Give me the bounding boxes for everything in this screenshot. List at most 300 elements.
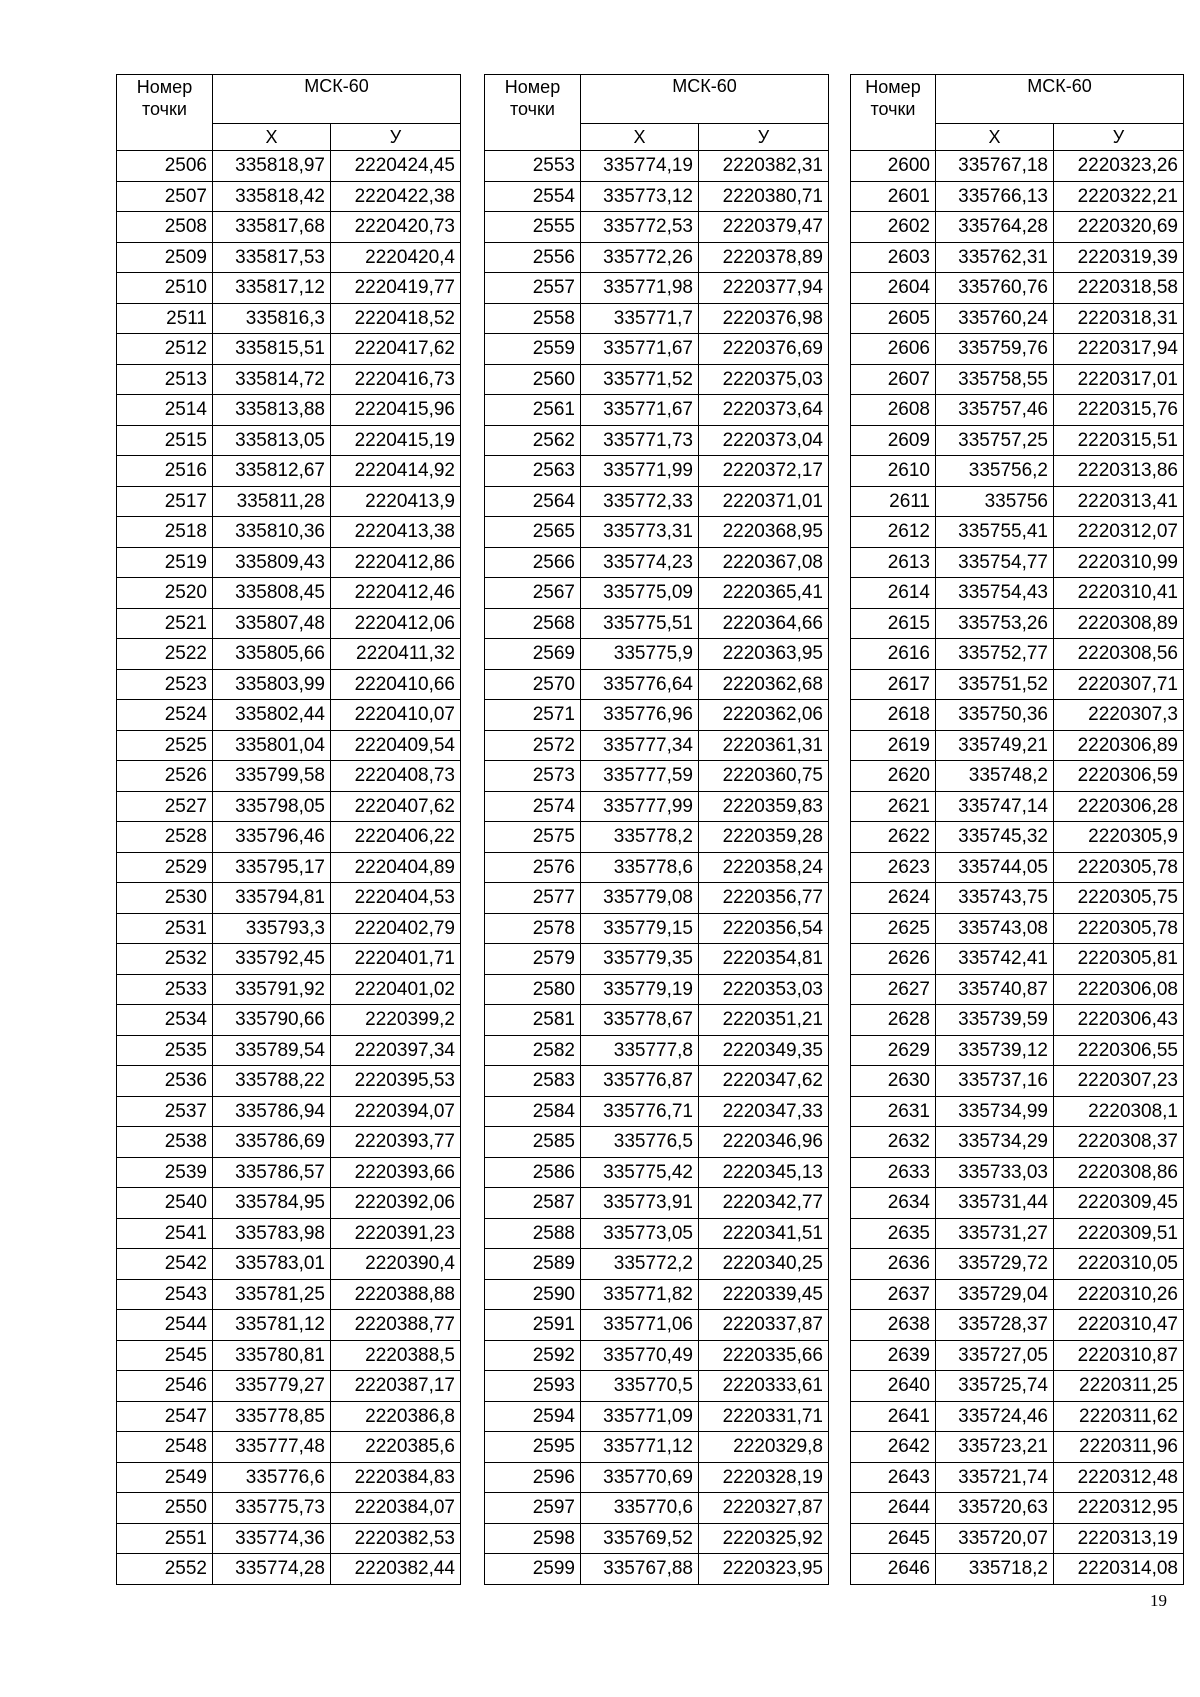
x-coordinate-cell: 335725,74 (936, 1371, 1054, 1402)
y-coordinate-cell: 2220319,39 (1054, 242, 1184, 273)
table-row (485, 1493, 829, 1524)
table-row (117, 1218, 461, 1249)
table-row (851, 608, 1184, 639)
table-row (117, 1462, 461, 1493)
table-row (485, 1218, 829, 1249)
y-coordinate-cell: 2220418,52 (331, 303, 461, 334)
x-coordinate-cell: 335762,31 (936, 242, 1054, 273)
table-row (851, 1279, 1184, 1310)
table-row (851, 1432, 1184, 1463)
point-number-cell: 2605 (851, 303, 936, 334)
x-coordinate-cell: 335811,28 (213, 486, 331, 517)
x-coordinate-cell: 335764,28 (936, 212, 1054, 243)
point-number-cell: 2580 (485, 974, 581, 1005)
point-number-cell: 2535 (117, 1035, 213, 1066)
x-coordinate-cell: 335783,01 (213, 1249, 331, 1280)
x-coordinate-cell: 335747,14 (936, 791, 1054, 822)
x-coordinate-cell: 335770,49 (581, 1340, 699, 1371)
x-coordinate-cell: 335774,28 (213, 1554, 331, 1585)
x-coordinate-cell: 335771,12 (581, 1432, 699, 1463)
x-coordinate-cell: 335817,53 (213, 242, 331, 273)
x-coordinate-cell: 335780,81 (213, 1340, 331, 1371)
point-number-cell: 2632 (851, 1127, 936, 1158)
y-coordinate-cell: 2220371,01 (699, 486, 829, 517)
x-coordinate-cell: 335812,67 (213, 456, 331, 487)
point-number-cell: 2511 (117, 303, 213, 334)
y-coordinate-cell: 2220376,69 (699, 334, 829, 365)
point-number-cell: 2629 (851, 1035, 936, 1066)
table-row (485, 639, 829, 670)
x-coordinate-cell: 335767,88 (581, 1554, 699, 1585)
x-coordinate-cell: 335739,12 (936, 1035, 1054, 1066)
point-number-cell: 2641 (851, 1401, 936, 1432)
y-coordinate-cell: 2220401,71 (331, 944, 461, 975)
x-coordinate-cell: 335773,31 (581, 517, 699, 548)
y-coordinate-cell: 2220375,03 (699, 364, 829, 395)
x-coordinate-cell: 335756 (936, 486, 1054, 517)
y-coordinate-cell: 2220306,59 (1054, 761, 1184, 792)
table-row (851, 1066, 1184, 1097)
x-coordinate-cell: 335801,04 (213, 730, 331, 761)
table-row (851, 1401, 1184, 1432)
x-coordinate-cell: 335818,97 (213, 151, 331, 182)
x-coordinate-cell: 335771,99 (581, 456, 699, 487)
table-row (851, 1554, 1184, 1585)
point-number-cell: 2608 (851, 395, 936, 426)
table-row (851, 242, 1184, 273)
table-row (851, 1005, 1184, 1036)
y-coordinate-cell: 2220380,71 (699, 181, 829, 212)
table-row (485, 1401, 829, 1432)
point-number-cell: 2644 (851, 1493, 936, 1524)
table-row (485, 303, 829, 334)
y-coordinate-cell: 2220384,83 (331, 1462, 461, 1493)
table-row (485, 486, 829, 517)
table-row (117, 1340, 461, 1371)
table-row (851, 212, 1184, 243)
y-coordinate-cell: 2220305,78 (1054, 852, 1184, 883)
table-row (117, 1432, 461, 1463)
table-row (851, 1157, 1184, 1188)
table-row (485, 883, 829, 914)
table-row (117, 1249, 461, 1280)
table-row (117, 730, 461, 761)
table-row (117, 791, 461, 822)
y-coordinate-cell: 2220349,35 (699, 1035, 829, 1066)
x-coordinate-cell: 335772,2 (581, 1249, 699, 1280)
table-row (117, 547, 461, 578)
point-number-cell: 2638 (851, 1310, 936, 1341)
y-coordinate-cell: 2220310,87 (1054, 1340, 1184, 1371)
x-coordinate-cell: 335778,2 (581, 822, 699, 853)
table-row (117, 486, 461, 517)
table-row (117, 1096, 461, 1127)
point-number-cell: 2519 (117, 547, 213, 578)
x-coordinate-cell: 335776,96 (581, 700, 699, 731)
point-number-header: Номер точки (485, 75, 581, 151)
y-coordinate-cell: 2220306,08 (1054, 974, 1184, 1005)
x-coordinate-cell: 335758,55 (936, 364, 1054, 395)
point-number-header: Номер точки (117, 75, 213, 151)
x-coordinate-cell: 335775,73 (213, 1493, 331, 1524)
table-row (851, 730, 1184, 761)
point-number-cell: 2624 (851, 883, 936, 914)
x-coordinate-cell: 335729,04 (936, 1279, 1054, 1310)
table-row (485, 151, 829, 182)
x-coordinate-cell: 335792,45 (213, 944, 331, 975)
x-coordinate-cell: 335742,41 (936, 944, 1054, 975)
point-number-cell: 2549 (117, 1462, 213, 1493)
y-coordinate-cell: 2220322,21 (1054, 181, 1184, 212)
x-coordinate-cell: 335749,21 (936, 730, 1054, 761)
table-row (117, 212, 461, 243)
table-row (117, 1310, 461, 1341)
point-number-cell: 2546 (117, 1371, 213, 1402)
y-coordinate-cell: 2220308,89 (1054, 608, 1184, 639)
point-number-cell: 2521 (117, 608, 213, 639)
y-coordinate-cell: 2220412,46 (331, 578, 461, 609)
table-row (117, 334, 461, 365)
y-coordinate-cell: 2220339,45 (699, 1279, 829, 1310)
x-coordinate-cell: 335772,53 (581, 212, 699, 243)
y-coordinate-cell: 2220387,17 (331, 1371, 461, 1402)
y-coordinate-cell: 2220306,28 (1054, 791, 1184, 822)
table-row (851, 791, 1184, 822)
table-row (851, 1462, 1184, 1493)
table-row (117, 639, 461, 670)
x-coordinate-cell: 335778,85 (213, 1401, 331, 1432)
y-coordinate-cell: 2220413,38 (331, 517, 461, 548)
y-column-header: У (331, 124, 461, 151)
x-coordinate-cell: 335809,43 (213, 547, 331, 578)
y-coordinate-cell: 2220317,01 (1054, 364, 1184, 395)
msk-60-header: МСК-60 (213, 75, 461, 124)
x-coordinate-cell: 335776,64 (581, 669, 699, 700)
x-coordinate-cell: 335721,74 (936, 1462, 1054, 1493)
y-coordinate-cell: 2220388,88 (331, 1279, 461, 1310)
table-row (485, 791, 829, 822)
y-coordinate-cell: 2220362,68 (699, 669, 829, 700)
y-coordinate-cell: 2220382,53 (331, 1523, 461, 1554)
table-row (485, 608, 829, 639)
point-number-cell: 2534 (117, 1005, 213, 1036)
x-coordinate-cell: 335788,22 (213, 1066, 331, 1097)
point-number-cell: 2550 (117, 1493, 213, 1524)
y-coordinate-cell: 2220311,96 (1054, 1432, 1184, 1463)
x-coordinate-cell: 335775,09 (581, 578, 699, 609)
table-row (117, 883, 461, 914)
y-coordinate-cell: 2220420,73 (331, 212, 461, 243)
y-coordinate-cell: 2220309,45 (1054, 1188, 1184, 1219)
point-number-cell: 2520 (117, 578, 213, 609)
x-coordinate-cell: 335759,76 (936, 334, 1054, 365)
y-coordinate-cell: 2220412,06 (331, 608, 461, 639)
x-coordinate-cell: 335813,88 (213, 395, 331, 426)
x-coordinate-cell: 335750,36 (936, 700, 1054, 731)
point-number-cell: 2533 (117, 974, 213, 1005)
x-coordinate-cell: 335794,81 (213, 883, 331, 914)
table-row (485, 761, 829, 792)
y-coordinate-cell: 2220391,23 (331, 1218, 461, 1249)
y-coordinate-cell: 2220422,38 (331, 181, 461, 212)
y-coordinate-cell: 2220397,34 (331, 1035, 461, 1066)
x-coordinate-cell: 335740,87 (936, 974, 1054, 1005)
point-number-cell: 2585 (485, 1127, 581, 1158)
point-number-cell: 2544 (117, 1310, 213, 1341)
x-coordinate-cell: 335753,26 (936, 608, 1054, 639)
y-coordinate-cell: 2220313,41 (1054, 486, 1184, 517)
y-coordinate-cell: 2220373,64 (699, 395, 829, 426)
point-number-cell: 2565 (485, 517, 581, 548)
table-row (851, 944, 1184, 975)
y-coordinate-cell: 2220393,77 (331, 1127, 461, 1158)
table-row (117, 913, 461, 944)
point-number-cell: 2532 (117, 944, 213, 975)
table-row (485, 944, 829, 975)
y-coordinate-cell: 2220310,41 (1054, 578, 1184, 609)
point-number-cell: 2645 (851, 1523, 936, 1554)
x-coordinate-cell: 335786,69 (213, 1127, 331, 1158)
x-coordinate-cell: 335771,09 (581, 1401, 699, 1432)
point-number-cell: 2634 (851, 1188, 936, 1219)
point-number-cell: 2628 (851, 1005, 936, 1036)
table-row (485, 1554, 829, 1585)
point-number-cell: 2514 (117, 395, 213, 426)
point-number-cell: 2542 (117, 1249, 213, 1280)
y-coordinate-cell: 2220312,48 (1054, 1462, 1184, 1493)
y-coordinate-cell: 2220384,07 (331, 1493, 461, 1524)
x-coordinate-cell: 335723,21 (936, 1432, 1054, 1463)
table-row (851, 547, 1184, 578)
point-number-cell: 2631 (851, 1096, 936, 1127)
y-coordinate-cell: 2220382,44 (331, 1554, 461, 1585)
table-row (485, 517, 829, 548)
table-row (851, 1310, 1184, 1341)
point-number-cell: 2556 (485, 242, 581, 273)
table-row (485, 974, 829, 1005)
x-coordinate-cell: 335777,8 (581, 1035, 699, 1066)
y-coordinate-cell: 2220402,79 (331, 913, 461, 944)
x-coordinate-cell: 335756,2 (936, 456, 1054, 487)
y-coordinate-cell: 2220410,66 (331, 669, 461, 700)
table-row (117, 1157, 461, 1188)
x-coordinate-cell: 335793,3 (213, 913, 331, 944)
x-coordinate-cell: 335733,03 (936, 1157, 1054, 1188)
point-number-cell: 2595 (485, 1432, 581, 1463)
point-number-cell: 2566 (485, 547, 581, 578)
y-coordinate-cell: 2220385,6 (331, 1432, 461, 1463)
x-coordinate-cell: 335775,9 (581, 639, 699, 670)
y-coordinate-cell: 2220310,05 (1054, 1249, 1184, 1280)
table-row (851, 700, 1184, 731)
x-coordinate-cell: 335771,98 (581, 273, 699, 304)
table-row (851, 639, 1184, 670)
x-coordinate-cell: 335743,08 (936, 913, 1054, 944)
y-coordinate-cell: 2220308,86 (1054, 1157, 1184, 1188)
point-number-cell: 2515 (117, 425, 213, 456)
table-body (117, 151, 461, 1585)
point-number-cell: 2600 (851, 151, 936, 182)
table-row (117, 395, 461, 426)
point-number-cell: 2506 (117, 151, 213, 182)
x-coordinate-cell: 335778,67 (581, 1005, 699, 1036)
table-row (485, 1523, 829, 1554)
point-number-cell: 2607 (851, 364, 936, 395)
point-number-cell: 2531 (117, 913, 213, 944)
table-row (117, 1523, 461, 1554)
x-coordinate-cell: 335775,42 (581, 1157, 699, 1188)
table-row (485, 1035, 829, 1066)
y-coordinate-cell: 2220340,25 (699, 1249, 829, 1280)
x-coordinate-cell: 335784,95 (213, 1188, 331, 1219)
x-coordinate-cell: 335818,42 (213, 181, 331, 212)
table-row (485, 181, 829, 212)
x-coordinate-cell: 335745,32 (936, 822, 1054, 853)
x-column-header: Х (581, 124, 699, 151)
point-number-cell: 2563 (485, 456, 581, 487)
point-number-cell: 2525 (117, 730, 213, 761)
point-number-cell: 2592 (485, 1340, 581, 1371)
table-row (485, 669, 829, 700)
table-row (485, 1005, 829, 1036)
y-coordinate-cell: 2220362,06 (699, 700, 829, 731)
y-coordinate-cell: 2220315,76 (1054, 395, 1184, 426)
point-number-cell: 2509 (117, 242, 213, 273)
point-number-cell: 2587 (485, 1188, 581, 1219)
table-row (117, 1554, 461, 1585)
y-coordinate-cell: 2220305,75 (1054, 883, 1184, 914)
x-coordinate-cell: 335795,17 (213, 852, 331, 883)
x-coordinate-cell: 335771,52 (581, 364, 699, 395)
y-coordinate-cell: 2220311,62 (1054, 1401, 1184, 1432)
table-row (117, 1371, 461, 1402)
x-coordinate-cell: 335727,05 (936, 1340, 1054, 1371)
table-row (117, 456, 461, 487)
x-coordinate-cell: 335771,06 (581, 1310, 699, 1341)
x-coordinate-cell: 335731,27 (936, 1218, 1054, 1249)
point-number-cell: 2578 (485, 913, 581, 944)
x-coordinate-cell: 335770,5 (581, 1371, 699, 1402)
point-number-cell: 2551 (117, 1523, 213, 1554)
table-row (485, 1249, 829, 1280)
table-row (851, 425, 1184, 456)
table-row (485, 1157, 829, 1188)
table-row (851, 1035, 1184, 1066)
table-row (851, 151, 1184, 182)
y-coordinate-cell: 2220367,08 (699, 547, 829, 578)
point-number-cell: 2601 (851, 181, 936, 212)
table-row (851, 1249, 1184, 1280)
table-row (851, 822, 1184, 853)
table-row (851, 1096, 1184, 1127)
table-body (851, 151, 1184, 1585)
point-number-cell: 2553 (485, 151, 581, 182)
y-coordinate-cell: 2220413,9 (331, 486, 461, 517)
x-coordinate-cell: 335751,52 (936, 669, 1054, 700)
point-number-cell: 2639 (851, 1340, 936, 1371)
table-row (117, 944, 461, 975)
y-coordinate-cell: 2220363,95 (699, 639, 829, 670)
point-number-cell: 2527 (117, 791, 213, 822)
y-coordinate-cell: 2220415,19 (331, 425, 461, 456)
table-row (485, 913, 829, 944)
y-coordinate-cell: 2220347,62 (699, 1066, 829, 1097)
y-coordinate-cell: 2220313,86 (1054, 456, 1184, 487)
point-number-cell: 2588 (485, 1218, 581, 1249)
y-coordinate-cell: 2220307,23 (1054, 1066, 1184, 1097)
y-coordinate-cell: 2220307,3 (1054, 700, 1184, 731)
table-row (117, 761, 461, 792)
x-coordinate-cell: 335777,34 (581, 730, 699, 761)
y-column-header: У (699, 124, 829, 151)
y-coordinate-cell: 2220323,95 (699, 1554, 829, 1585)
point-number-cell: 2517 (117, 486, 213, 517)
point-number-cell: 2618 (851, 700, 936, 731)
y-coordinate-cell: 2220379,47 (699, 212, 829, 243)
table-row (851, 395, 1184, 426)
x-coordinate-cell: 335779,27 (213, 1371, 331, 1402)
y-coordinate-cell: 2220386,8 (331, 1401, 461, 1432)
y-coordinate-cell: 2220345,13 (699, 1157, 829, 1188)
point-number-cell: 2558 (485, 303, 581, 334)
y-coordinate-cell: 2220392,06 (331, 1188, 461, 1219)
table-row (485, 852, 829, 883)
y-coordinate-cell: 2220323,26 (1054, 151, 1184, 182)
table-row (117, 974, 461, 1005)
x-coordinate-cell: 335791,92 (213, 974, 331, 1005)
msk-60-header: МСК-60 (581, 75, 829, 124)
y-coordinate-cell: 2220416,73 (331, 364, 461, 395)
x-coordinate-cell: 335799,58 (213, 761, 331, 792)
table-row (485, 1462, 829, 1493)
y-coordinate-cell: 2220325,92 (699, 1523, 829, 1554)
x-coordinate-cell: 335814,72 (213, 364, 331, 395)
point-number-cell: 2594 (485, 1401, 581, 1432)
y-coordinate-cell: 2220317,94 (1054, 334, 1184, 365)
point-number-cell: 2524 (117, 700, 213, 731)
table-row (485, 1340, 829, 1371)
table-row (851, 456, 1184, 487)
x-coordinate-cell: 335776,6 (213, 1462, 331, 1493)
y-coordinate-cell: 2220424,45 (331, 151, 461, 182)
point-number-cell: 2609 (851, 425, 936, 456)
point-number-cell: 2557 (485, 273, 581, 304)
point-number-cell: 2577 (485, 883, 581, 914)
y-coordinate-cell: 2220329,8 (699, 1432, 829, 1463)
point-number-cell: 2621 (851, 791, 936, 822)
y-coordinate-cell: 2220359,83 (699, 791, 829, 822)
x-coordinate-cell: 335739,59 (936, 1005, 1054, 1036)
y-coordinate-cell: 2220308,37 (1054, 1127, 1184, 1158)
y-coordinate-cell: 2220388,5 (331, 1340, 461, 1371)
point-number-cell: 2646 (851, 1554, 936, 1585)
y-coordinate-cell: 2220305,78 (1054, 913, 1184, 944)
y-coordinate-cell: 2220401,02 (331, 974, 461, 1005)
table-row (851, 1218, 1184, 1249)
point-number-cell: 2529 (117, 852, 213, 883)
x-coordinate-cell: 335755,41 (936, 517, 1054, 548)
point-number-cell: 2622 (851, 822, 936, 853)
y-coordinate-cell: 2220305,81 (1054, 944, 1184, 975)
table-row (485, 334, 829, 365)
table-row (117, 1005, 461, 1036)
table-row (117, 578, 461, 609)
point-number-cell: 2508 (117, 212, 213, 243)
y-coordinate-cell: 2220414,92 (331, 456, 461, 487)
table-row (485, 578, 829, 609)
x-coordinate-cell: 335779,08 (581, 883, 699, 914)
table-row (485, 212, 829, 243)
